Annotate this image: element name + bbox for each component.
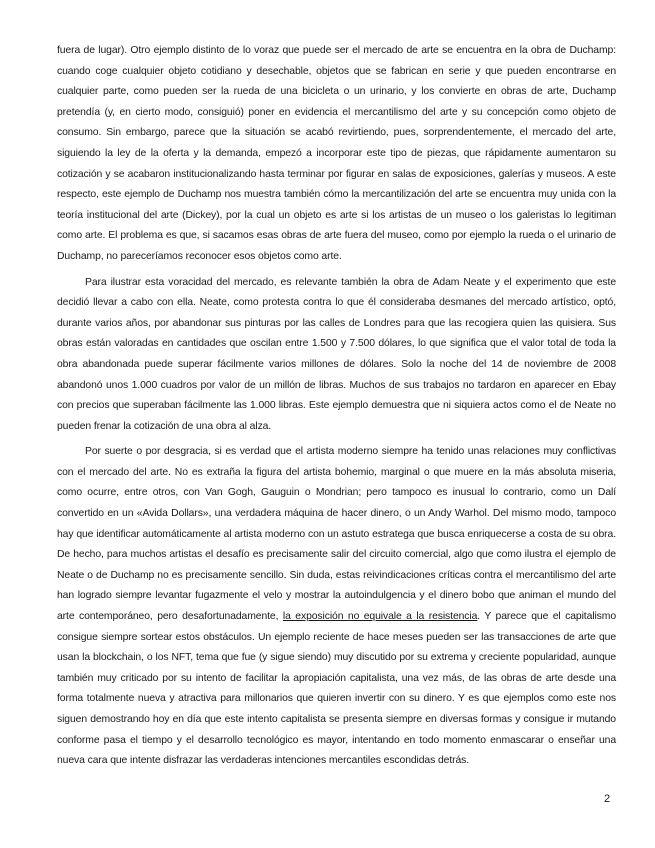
paragraph-3-text-after: . Y parece que el capitalismo consigue siempre sortear estos obstáculos. Un ejemplo reciente de hace meses pueden ser las transacciones de arte que usan la blockchain, o los NFT, tema que fue (y sigue siendo) muy discutido por su extrema y creciente popularidad, aunque también muy criticado por su intento de facilitar la apropiación capitalista, una vez más, de las obras de arte desde una forma totalmente nueva y atractiva para millonarios que quieren invertir con su dinero. Y es que ejemplos como este nos siguen demostrando hoy en día que este intento capitalista se presenta siempre en diversas formas y consigue ir mutando conforme pasa el tiempo y el desarrollo tecnológico es mayor, intentando en todo momento enmascarar o enseñar una nueva cara que intente disfrazar las verdaderas intenciones mercantiles escondidas detrás. bbox=[57, 611, 617, 767]
paragraph-3-text-before: Por suerte o por desgracia, si es verdad que el artista moderno siempre ha tenido unas relaciones muy conflictivas con el mercado del arte. No es extraña la figura del artista bohemio, marginal o que muere en la más absoluta miseria, como ocurre, entre otros, con Van Gogh, Gauguin o Mondrian; pero tampoco es inusual lo contrario, como un Dalí convertido en un «Avida Dollars», una verdadera máquina de hacer dinero, o un Andy Warhol. Del mismo modo, tampoco hay que identificar automáticamente al artista moderno con un astuto estratega que busca enriquecerse a costa de su obra. De hecho, para muchos artistas el desafío es precisamente salir del circuito comercial, algo que como ilustra el ejemplo de Neate o de Duchamp no es precisamente sencillo. Sin duda, estas reivindicaciones críticas contra el mercantilismo del arte han logrado siempre levantar fugazmente el velo y mostrar la autoindulgencia y el dinero bobo que animan el mundo del arte contemporáneo, pero desafortunadamente, bbox=[57, 446, 616, 623]
page-number: 2 bbox=[604, 793, 611, 805]
paragraph-3 bbox=[57, 442, 616, 772]
body-text bbox=[57, 41, 616, 777]
paragraph-2: Para ilustrar esta voracidad del mercado, es relevante también la obra de Adam Neate y el experimento que este decidió llevar a cabo con ella. Neate, como protesta contra lo que él consideraba desmanes del mercado artístico, optó, durante varios años, por abandonar sus pinturas por las calles de Londres para que las recogiera quien las quisiera. Sus obras están valoradas en cantidades que oscilan entre 1.500 y 7.500 dólares, lo que significa que el valor total de toda la obra abandonada puede superar fácilmente varios millones de dólares. Solo la noche del 14 de noviembre de 2008 abandonó unos 1.000 cuadros por valor de un millón de libras. Muchos de sus trabajos no tardaron en aparecer en Ebay con precios que superaban fácilmente las 1.000 libras. Este ejemplo demuestra que ni siquiera actos como el de Neate no pueden frenar la cotización de una obra al alza. bbox=[57, 276, 616, 432]
paragraph-1: fuera de lugar). Otro ejemplo distinto de lo voraz que puede ser el mercado de arte se encuentra en la obra de Duchamp: cuando coge cualquier objeto cotidiano y desechable, objetos que se fabrican en serie y que pueden encontrarse en cualquier parte, como pueden ser la rueda de una bicicleta o un urinario, y los convierte en obras de arte, Duchamp pretendía (y, en cierto modo, consiguió) poner en evidencia el mercantilismo del arte y su concepción como objeto de consumo. Sin embargo, parece que la situación se acabó revirtiendo, pues, sorprendentemente, el mercado del arte, siguiendo la ley de la oferta y la demanda, empezó a incorporar este tipo de piezas, que rápidamente aumentaron su cotización y se acabaron institucionalizando hasta terminar por figurar en salas de exposiciones, galerías y museos. A este respecto, este ejemplo de Duchamp nos muestra también cómo la mercantilización del arte se encuentra muy unida con la teoría institucional del arte (Dickey), por la cual un objeto es arte si los artistas de un museo o los galeristas lo legitiman como arte. El problema es que, si sacamos esas obras de arte fuera del museo, como por ejemplo la rueda o el urinario de Duchamp, no pareceríamos reconocer esos objetos como arte. bbox=[57, 45, 616, 262]
underlined-phrase: la exposición no equivale a la resistencia bbox=[282, 611, 478, 623]
